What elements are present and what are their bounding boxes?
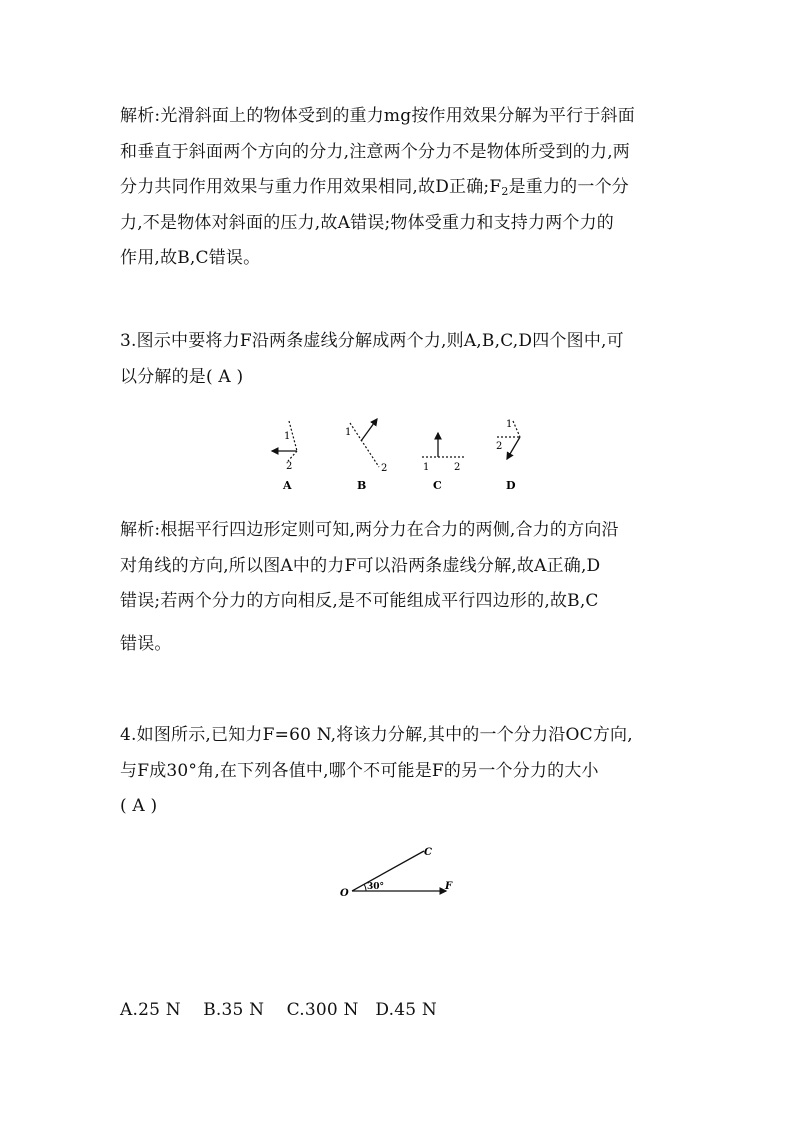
q2-explanation-line3-rest: 是重力的一个分 bbox=[508, 177, 629, 197]
q4-figure bbox=[338, 843, 468, 903]
point-c-label: C bbox=[424, 847, 432, 858]
angle-arc bbox=[364, 884, 366, 891]
figure-a bbox=[272, 421, 297, 492]
fig-a-caption: A bbox=[283, 479, 292, 492]
fig-c-label-1: 1 bbox=[423, 462, 430, 473]
q3-explanation-line: 解析:根据平行四边形定则可知,两分力在合力的两侧,合力的方向沿 bbox=[120, 520, 619, 540]
q4-question-line: 4.如图所示,已知力F=60 N,将该力分解,其中的一个分力沿OC方向, bbox=[120, 725, 633, 745]
line-oc bbox=[352, 851, 424, 891]
fig-d-label-2: 2 bbox=[496, 441, 503, 452]
q3-explanation-line: 错误;若两个分力的方向相反,是不可能组成平行四边形的,故B,C bbox=[120, 591, 599, 611]
figure-c bbox=[422, 433, 465, 492]
figure-d bbox=[496, 419, 520, 492]
fig-c-label-2: 2 bbox=[454, 462, 461, 473]
fig-a-label-2: 2 bbox=[286, 461, 293, 472]
fig-c-caption: C bbox=[433, 479, 442, 492]
point-o-label: O bbox=[340, 888, 349, 899]
q3-explanation-line: 错误。 bbox=[120, 633, 172, 654]
q3-figures bbox=[255, 415, 555, 495]
q4-question-line: 与F成30°角,在下列各值中,哪个不可能是F的另一个分力的大小 bbox=[120, 760, 599, 781]
subscript-2: 2 bbox=[501, 185, 509, 198]
q2-explanation-line: 力,不是物体对斜面的压力,故A错误;物体受重力和支持力两个力的 bbox=[120, 212, 615, 233]
q3-explanation bbox=[120, 513, 680, 662]
q3-question-line: 以分解的是( A ) bbox=[120, 366, 244, 387]
fig-a-label-1: 1 bbox=[284, 431, 291, 442]
force-f-label: F bbox=[445, 881, 453, 892]
q4-options bbox=[120, 922, 680, 1100]
q3-explanation-line: 对角线的方向,所以图A中的力F可以沿两条虚线分解,故A正确,D bbox=[120, 555, 601, 576]
q2-explanation-line bbox=[120, 170, 680, 206]
fig-d-caption: D bbox=[506, 479, 516, 492]
q2-explanation-line: 和垂直于斜面两个方向的分力,注意两个分力不是物体所受到的力,两 bbox=[120, 141, 631, 162]
angle-label: 30° bbox=[367, 882, 385, 892]
q4-question bbox=[120, 718, 680, 825]
q4-options-line: A.25 N B.35 N C.300 N D.45 N bbox=[120, 1000, 437, 1020]
q3-question-line: 3.图示中要将力F沿两条虚线分解成两个力,则A,B,C,D四个图中,可 bbox=[120, 331, 624, 351]
force-arrow bbox=[507, 437, 520, 459]
force-arrow bbox=[361, 419, 377, 441]
figure-b bbox=[345, 419, 387, 492]
force-symbol-f: F bbox=[489, 177, 502, 197]
fig-d-label-1: 1 bbox=[506, 419, 513, 430]
q2-explanation-line: 解析:光滑斜面上的物体受到的重力mg按作用效果分解为平行于斜面 bbox=[120, 106, 635, 126]
q2-explanation bbox=[120, 99, 680, 277]
fig-b-label-1: 1 bbox=[345, 427, 352, 438]
q4-question-line: ( A ) bbox=[120, 796, 158, 816]
fig-b-caption: B bbox=[357, 479, 367, 492]
q3-question bbox=[120, 324, 680, 395]
fig-b-label-2: 2 bbox=[381, 463, 388, 474]
q2-explanation-line3-text: 分力共同作用效果与重力作用效果相同,故D正确; bbox=[120, 177, 490, 197]
q2-explanation-line: 作用,故B,C错误。 bbox=[120, 248, 261, 268]
